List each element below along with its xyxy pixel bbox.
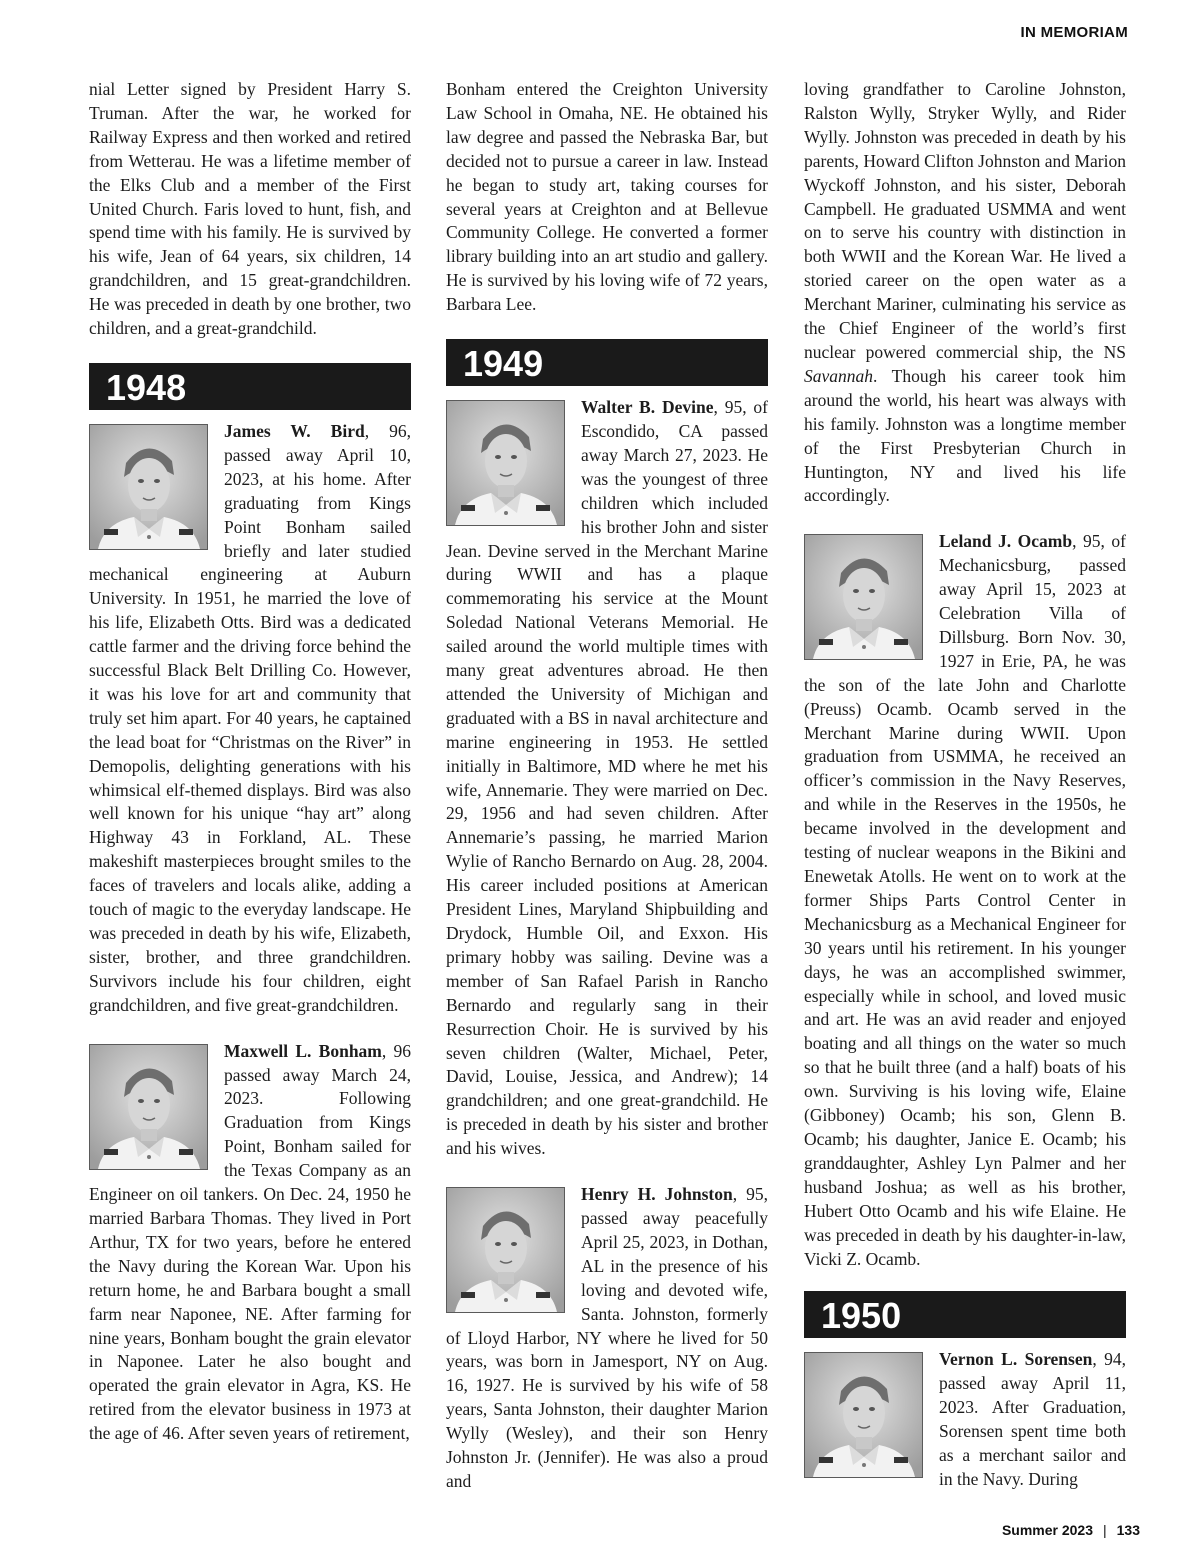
- obituary-vernon-l-sorensen: [804, 1348, 1126, 1491]
- continued-text-faris: nial Letter signed by President Harry S. Truman. After the war, he worked for Railway Express and then worked and retired from Wetterau. He was a lifetime member of the Elks Club and a member of the First United Church. Faris loved to hunt, fish, and spend time with his family. He is survived by his wife, Jean of 64 years, six children, 14 grandchildren, and 15 great-grandchildren. He was preceded in death by one brother, two children, and a great-grandchild.: [89, 79, 411, 339]
- continued-text-johnston: [804, 78, 1126, 508]
- footer-separator: |: [1103, 1522, 1107, 1538]
- page-number: 133: [1116, 1522, 1140, 1538]
- obituary-body: , 95, of Mechanicsburg, passed away April 15, 2023 at Celebration Villa of Dillsburg. Born Nov. 30, 1927 in Erie, PA, he was the son of the late John and Charlotte (Preuss) Ocamb. Ocamb served in the Merchant Marine during WWII. Upon graduation from USMMA, he received an officer’s commission in the Navy Reserves, and while in the Reserves in the 1950s, he became involved in the development and testing of nuclear weapons in the Bikini and Enewetak Atolls. He went on to work at the former Ships Parts Control Center in Mechanicsburg as a Mechanical Engineer for 30 years until his retirement. In his younger days, he was an accomplished swimmer, especially while in school, and loved music and art. He was an avid reader and enjoyed boating and all things on the water so much so that he built three (and a half) boats of his own. Surviving is his loving wife, Elaine (Gibboney) Ocamb; his son, Glenn B. Ocamb; his daughter, Janice E. Ocamb; his granddaughter, Ashley Lyn Palmer and her husband Joshua; as well as his brother, Hubert Otto Ocamb and his wife Elaine. He was preceded in death by his daughter-in-law, Vicki Z. Ocamb.: [804, 531, 1126, 1269]
- portrait-photo-maxwell-l-bonham: [89, 1044, 208, 1170]
- year-band-1948: 1948: [89, 363, 411, 410]
- portrait-photo-james-w-bird: [89, 424, 208, 550]
- obituary-henry-h-johnston: [446, 1183, 768, 1494]
- obituary-name: Henry H. Johnston: [581, 1184, 733, 1205]
- issue-label: Summer 2023: [1001, 1522, 1093, 1538]
- obituary-name: Maxwell L. Bonham: [224, 1040, 382, 1061]
- portrait-photo-walter-b-devine: [446, 400, 565, 526]
- obituary-name: Leland J. Ocamb: [939, 531, 1073, 552]
- ship-name: Savannah: [804, 365, 874, 386]
- column-2: [446, 78, 768, 1494]
- obituary-name: Vernon L. Sorensen: [939, 1349, 1093, 1370]
- obituary-james-w-bird: [89, 420, 411, 1018]
- obituary-body: , 95, passed away peacefully April 25, 2023, in Dothan, AL in the presence of his loving and devoted wife, Santa. Johnston, formerly of Lloyd Harbor, NY where he lived for 50 years, was born in Jamesport, NY on Aug. 16, 1927. He is survived by his wife of 58 years, Santa Johnston, their daughter Marion Wylly (Wesley), and their son Henry Johnston Jr. (Jennifer). He was also a proud and: [446, 1184, 768, 1491]
- obituary-body: , 96, passed away April 10, 2023, at his home. After graduating from Kings Point Bonham sailed briefly and later studied mechanical engineering at Auburn University. In 1951, he married the love of his life, Elizabeth Otts. Bird was a dedicated cattle farmer and the driving force behind the successful Black Belt Drilling Co. However, it was his love for art and community that truly set him apart. For 40 years, he captained the lead boat for “Christmas on the River” in Demopolis, delighting generations with his whimsical elf-themed displays. Bird was also well known for his unique “hay art” along Highway 43 in Forkland, AL. These makeshift masterpieces brought smiles to the faces of travelers and locals alike, adding a touch of magic to the everyday landscape. He was preceded in death by his wife, Elizabeth, sister, brother, and three grandchildren. Survivors include his four children, eight grandchildren, and five great-grandchildren.: [89, 420, 411, 1015]
- obituary-body: , 94, passed away April 11, 2023. After Graduation, Sorensen spent time both as a merchant sailor and in the Navy. During: [939, 1349, 1126, 1489]
- obituary-maxwell-l-bonham: [89, 1040, 411, 1446]
- obituary-body: , 96 passed away March 24, 2023. Following Graduation from Kings Point, Bonham sailed for the Texas Company as an Engineer on oil tankers. On Dec. 24, 1950 he married Barbara Thomas. They lived in Port Arthur, TX for two years, before he entered the Navy during the Korean War. Upon his return home, he and Barbara bought a small farm near Naponee, NE. After farming for nine years, Bonham bought the grain elevator in Naponee. Later he also bought and operated the grain elevator in Agra, KS. He retired from the elevator business in 1973 at the age of 46. After seven years of retirement,: [89, 1040, 411, 1444]
- portrait-photo-henry-h-johnston: [446, 1187, 565, 1313]
- obituary-body: , 95, of Escondido, CA passed away March 27, 2023. He was the youngest of three children which included his brother John and sister Jean. Devine served in the Merchant Marine during WWII and has a plaque commemorating his service at the Mount Soledad National Veterans Memorial. He sailed around the world multiple times with many great adventures abroad. He then attended the University of Michigan and graduated with a BS in naval architecture and marine engineering in 1953. He settled initially in Baltimore, MD where he met his wife, Annemarie. They were married on Dec. 29, 1956 and had seven children. After Annemarie’s passing, he married Marion Wylie of Rancho Bernardo on Aug. 28, 2004. His career included positions at American President Lines, Maryland Shipbuilding and Drydock, Humble Oil, and Exxon. His primary hobby was sailing. Devine was a member of San Rafael Parish in Rancho Bernardo and regularly sang in their Resurrection Choir. He is survived by his seven children (Walter, Michael, Peter, David, Louise, Jessica, and Andrew); 14 grandchildren; and one great-grandchild. He is preceded in death by his sister and brother and his wives.: [446, 397, 768, 1159]
- obituary-name: James W. Bird: [224, 420, 365, 441]
- column-3: [804, 78, 1126, 1492]
- section-label: IN MEMORIAM: [1020, 24, 1128, 41]
- portrait-photo-vernon-l-sorensen: [804, 1352, 923, 1478]
- year-band-1949: 1949: [446, 339, 768, 386]
- obituary-name: Walter B. Devine: [581, 397, 714, 418]
- continued-text-part: . Though his career took him around the world, his heart was always with his family. Johnston was a longtime member of the First Presbyterian Church in Huntington, NY and lived his life accordingly.: [804, 365, 1126, 506]
- portrait-photo-leland-j-ocamb: [804, 534, 923, 660]
- continued-text-bonham: Bonham entered the Creighton University Law School in Omaha, NE. He obtained his law degree and passed the Nebraska Bar, but decided not to pursue a career in law. Instead he began to study art, taking courses for several years at Creighton and at Bellevue Community College. He converted a former library building into an art studio and gallery. He is survived by his loving wife of 72 years, Barbara Lee.: [446, 79, 768, 315]
- column-1: [89, 78, 411, 1446]
- obituary-walter-b-devine: [446, 396, 768, 1161]
- continued-text-part: loving grandfather to Caroline Johnston, Ralston Wylly, Stryker Wylly, and Rider Wylly. Johnston was preceded in death by his parents, Howard Clifton Johnston and Marion Wyckoff Johnston, and his sister, Deborah Campbell. He graduated USMMA and went on to serve his country with distinction in both WWII and the Korean War. He lived a storied career on the open water as a Merchant Mariner, culminating his service as the Chief Engineer of the world’s first nuclear powered commercial ship, the NS: [804, 79, 1126, 362]
- obituary-leland-j-ocamb: [804, 530, 1126, 1271]
- page-footer: [1002, 1522, 1140, 1538]
- year-band-1950: 1950: [804, 1291, 1126, 1338]
